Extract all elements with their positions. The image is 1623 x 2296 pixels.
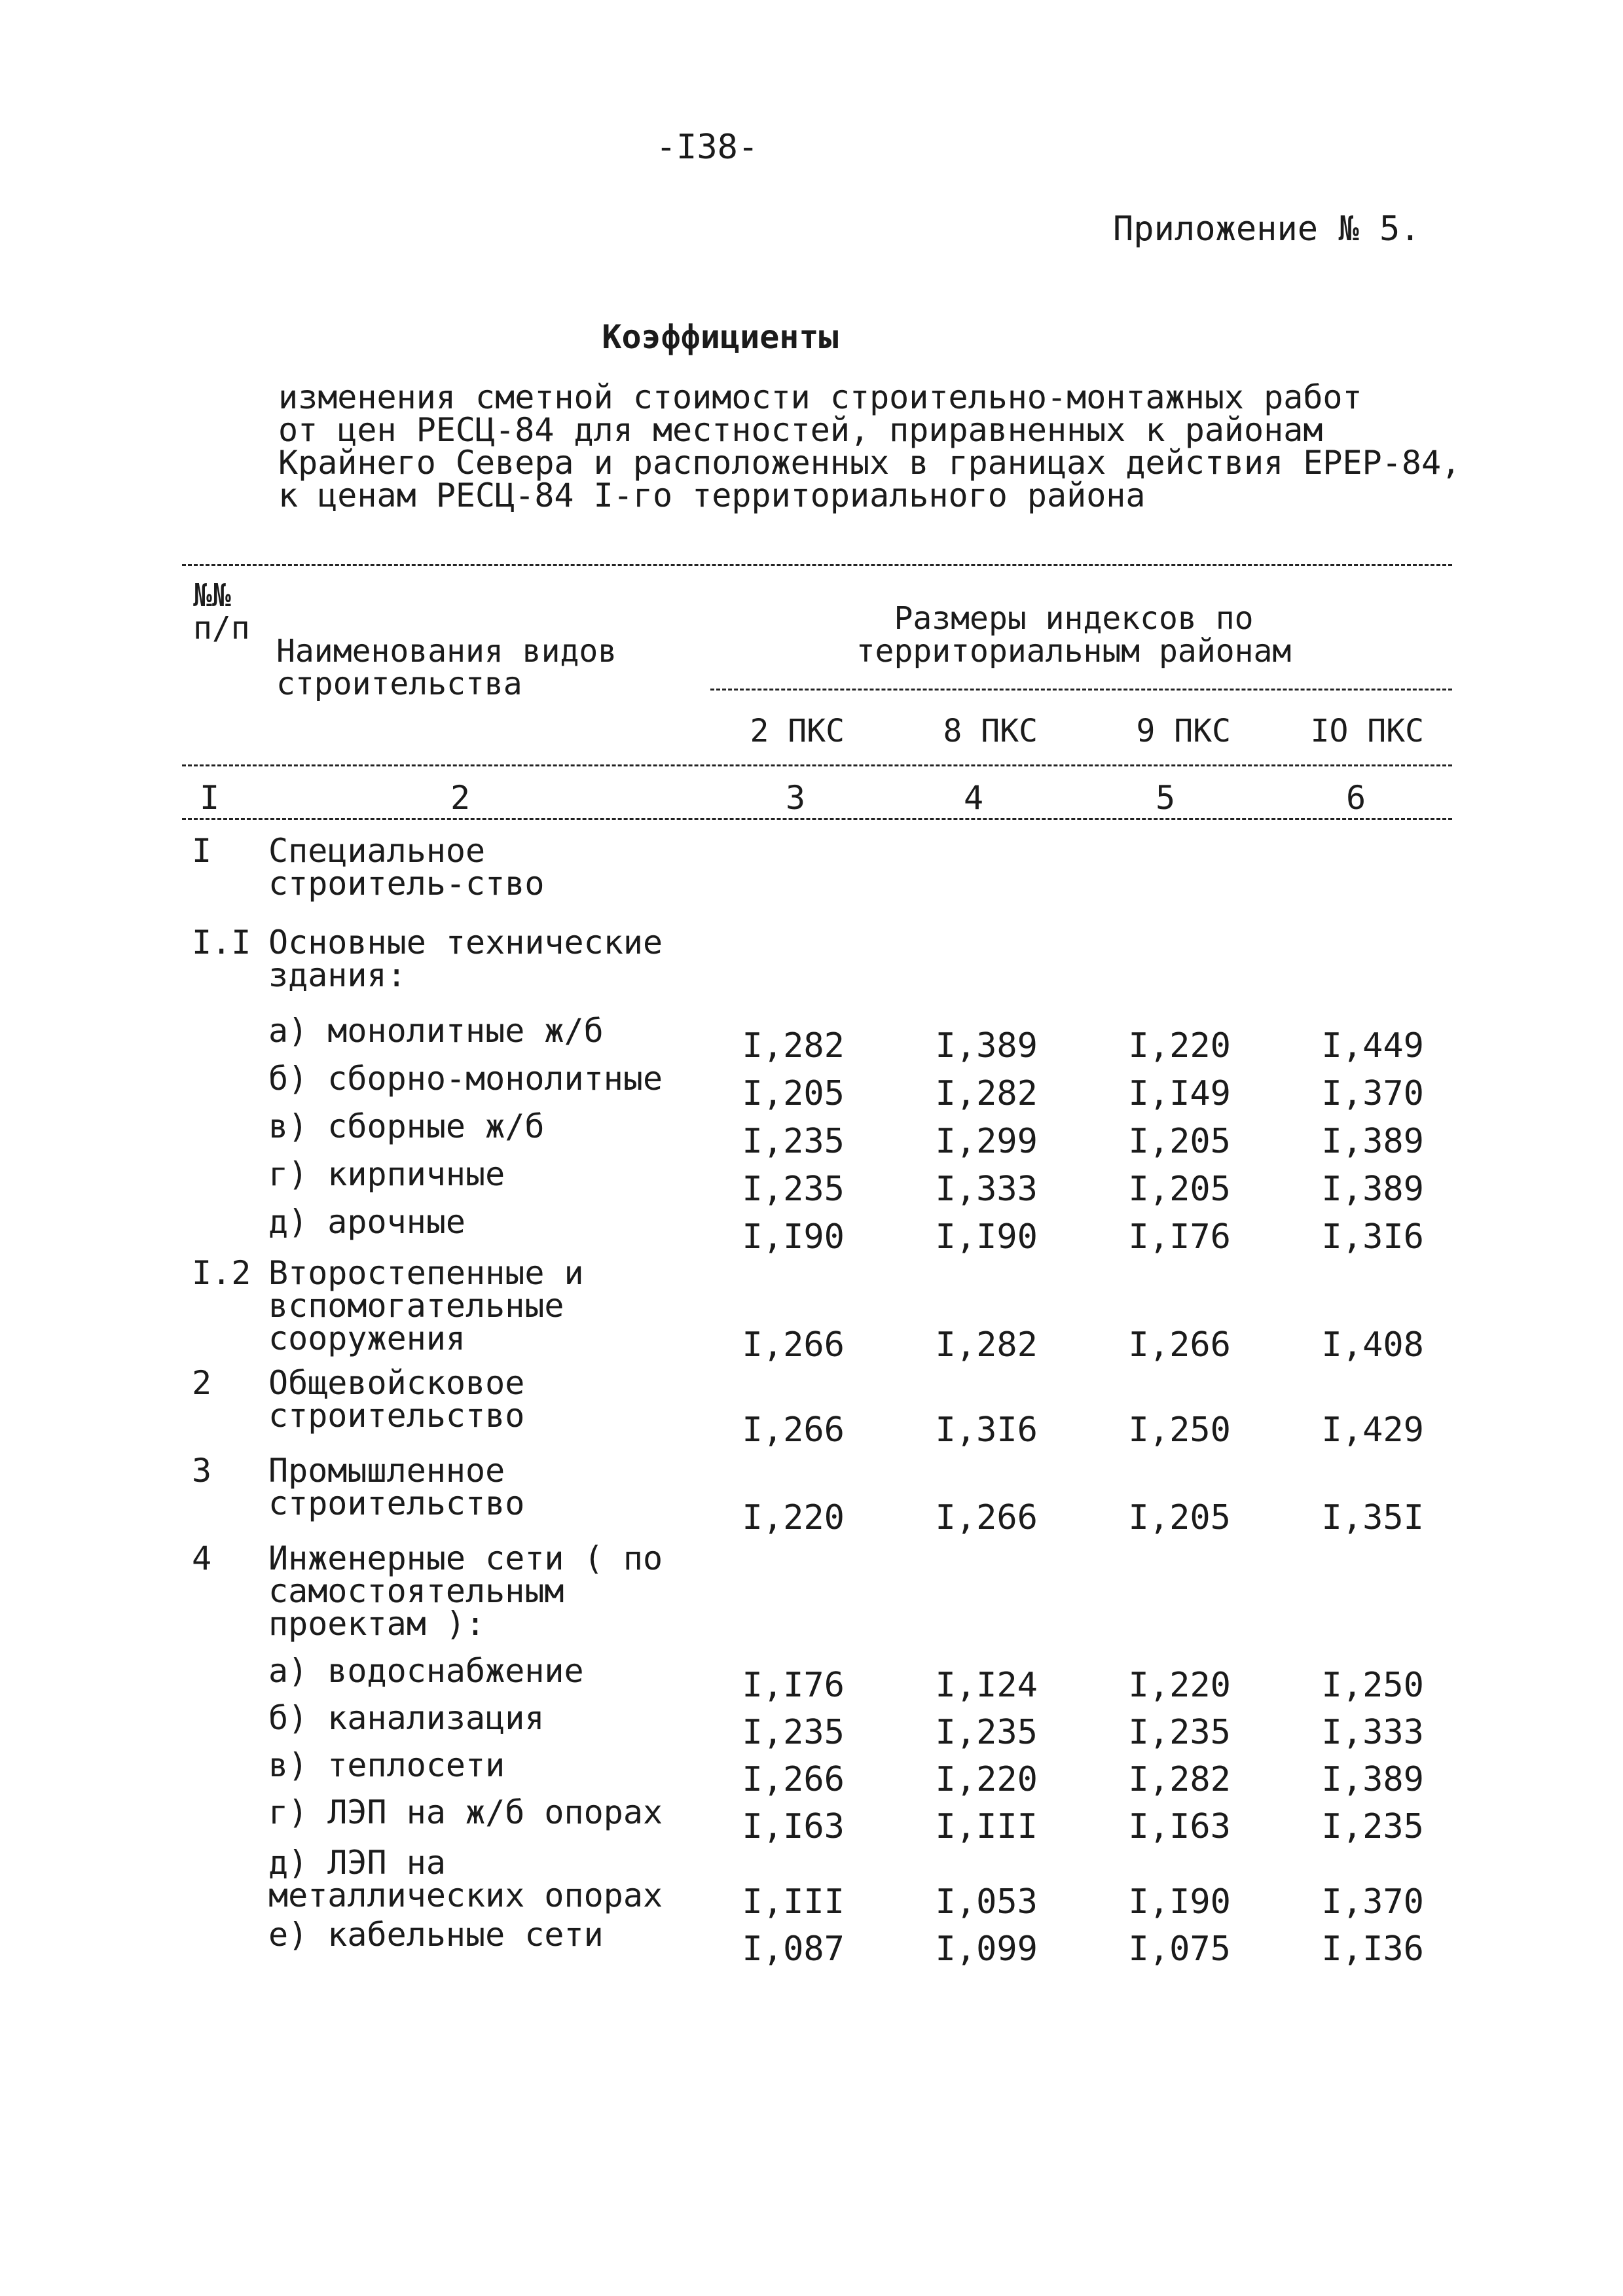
row-value-10pks: I,235 [1321,1807,1424,1846]
row-value-9pks: I,205 [1128,1170,1231,1209]
table-row [0,1699,1623,1752]
row-number: I.2 [192,1254,251,1292]
row-value-2pks: I,I90 [742,1217,845,1257]
row-name: г) ЛЭП на ж/б опорах [268,1793,663,1831]
row-value-2pks: I,266 [742,1325,845,1365]
col-number: 2 [450,779,471,817]
table-row [0,1844,1623,1922]
row-value-2pks: I,I76 [742,1666,845,1705]
document-title: Коэффициенты [602,318,839,356]
row-value-9pks: I,235 [1128,1713,1231,1752]
row-value-9pks: I,250 [1128,1410,1231,1450]
header-col-2pks: 2 ПКС [750,713,845,749]
header-col-8pks: 8 ПКС [943,713,1038,749]
row-value-8pks: I,I24 [935,1666,1038,1705]
row-value-10pks: I,408 [1321,1325,1424,1365]
table-row [0,1155,1623,1209]
row-value-10pks: I,389 [1321,1760,1424,1799]
row-value-10pks: I,333 [1321,1713,1424,1752]
page-number: -I38- [655,128,759,167]
subtitle-line: изменения сметной стоимости строительно-монтажных работ [278,378,1362,416]
row-value-2pks: I,235 [742,1170,845,1209]
row-number: I [192,832,212,870]
row-value-10pks: I,429 [1321,1410,1424,1450]
row-value-8pks: I,053 [935,1882,1038,1922]
subtitle-line: от цен РЕСЦ-84 для местностей, приравненных к районам [278,411,1323,449]
row-value-8pks: I,220 [935,1760,1038,1799]
row-value-9pks: I,I63 [1128,1807,1231,1846]
header-num: №№ п/п [193,577,250,647]
table-row [0,1452,1623,1537]
row-value-2pks: I,I63 [742,1807,845,1846]
row-value-2pks: I,205 [742,1074,845,1113]
row-name: а) монолитные ж/б [268,1012,604,1050]
row-name: е) кабельные сети [268,1916,604,1954]
row-name: Основные технические здания: [268,924,663,994]
row-value-10pks: I,449 [1321,1026,1424,1066]
row-value-2pks: I,220 [742,1498,845,1537]
row-name: Второстепенные и вспомогательные сооружения [268,1254,584,1357]
row-value-10pks: I,370 [1321,1074,1424,1113]
col-number: 3 [786,779,806,817]
row-value-2pks: I,087 [742,1929,845,1969]
row-value-8pks: I,099 [935,1929,1038,1969]
row-number: 2 [192,1364,212,1402]
table-body [0,832,1623,1969]
row-value-8pks: I,299 [935,1122,1038,1161]
row-value-9pks: I,220 [1128,1026,1231,1066]
row-name: а) водоснабжение [268,1652,584,1690]
header-group: Размеры индексов по территориальным районам [856,600,1292,670]
row-value-2pks: I,266 [742,1410,845,1450]
row-name: в) сборные ж/б [268,1107,545,1145]
row-value-8pks: I,282 [935,1325,1038,1365]
table-row [0,1364,1623,1450]
row-value-8pks: I,3I6 [935,1410,1038,1450]
table-row [0,1107,1623,1161]
col-number: I [200,779,220,817]
row-value-8pks: I,389 [935,1026,1038,1066]
row-name: г) кирпичные [268,1155,505,1193]
row-name: б) сборно-монолитные [268,1060,663,1098]
row-value-2pks: I,235 [742,1122,845,1161]
row-value-9pks: I,282 [1128,1760,1231,1799]
col-number: 4 [964,779,984,817]
row-value-8pks: I,I90 [935,1217,1038,1257]
row-name: д) ЛЭП на металлических опорах [268,1844,663,1914]
row-name: Инженерные сети ( по самостоятельным проектам ): [268,1539,663,1643]
row-value-10pks: I,250 [1321,1666,1424,1705]
table-row [0,1916,1623,1969]
row-value-8pks: I,333 [935,1170,1038,1209]
row-value-8pks: I,282 [935,1074,1038,1113]
subtitle-line: Крайнего Севера и расположенных в границах действия ЕРЕР-84, [278,444,1461,482]
table-row [0,926,1623,998]
table-row [0,1203,1623,1257]
table-row [0,1012,1623,1066]
row-value-9pks: I,I49 [1128,1074,1231,1113]
table-row [0,1539,1623,1655]
row-value-10pks: I,370 [1321,1882,1424,1922]
header-col-9pks: 9 ПКС [1136,713,1231,749]
row-number: 3 [192,1452,212,1490]
row-value-9pks: I,205 [1128,1122,1231,1161]
row-value-10pks: I,3I6 [1321,1217,1424,1257]
table-top-rule [182,564,1452,566]
row-value-9pks: I,266 [1128,1325,1231,1365]
document-subtitle [278,378,1461,514]
table-row [0,1652,1623,1705]
table-row [0,1254,1623,1365]
row-name: б) канализация [268,1699,545,1737]
appendix-label: Приложение № 5. [1113,209,1421,249]
row-value-10pks: I,I36 [1321,1929,1424,1969]
row-value-2pks: I,235 [742,1713,845,1752]
table-row [0,1060,1623,1113]
row-name: Промышленное строительство [268,1452,525,1522]
row-value-9pks: I,220 [1128,1666,1231,1705]
column-numbers-rule [182,818,1452,820]
row-name: Специальное строитель-ство [268,832,545,903]
header-bottom-rule [182,764,1452,766]
table-row [0,1793,1623,1846]
row-name: в) теплосети [268,1746,505,1784]
row-value-8pks: I,III [935,1807,1038,1846]
row-value-9pks: I,I76 [1128,1217,1231,1257]
table-row [0,834,1623,906]
row-value-9pks: I,075 [1128,1929,1231,1969]
row-number: I.I [192,924,251,961]
header-name: Наименования видов строительства [276,633,617,702]
row-value-10pks: I,35I [1321,1498,1424,1537]
row-value-9pks: I,I90 [1128,1882,1231,1922]
col-number: 5 [1156,779,1176,817]
row-value-8pks: I,266 [935,1498,1038,1537]
group-header-rule [710,689,1452,691]
row-name: Общевойсковое строительство [268,1364,525,1435]
subtitle-line: к ценам РЕСЦ-84 I-го территориального района [278,476,1146,514]
row-value-10pks: I,389 [1321,1122,1424,1161]
col-number: 6 [1346,779,1366,817]
row-value-2pks: I,282 [742,1026,845,1066]
row-name: д) арочные [268,1203,466,1241]
row-value-2pks: I,266 [742,1760,845,1799]
row-value-8pks: I,235 [935,1713,1038,1752]
row-value-2pks: I,III [742,1882,845,1922]
row-value-9pks: I,205 [1128,1498,1231,1537]
row-number: 4 [192,1539,212,1577]
row-value-10pks: I,389 [1321,1170,1424,1209]
table-row [0,1746,1623,1799]
header-col-10pks: IO ПКС [1310,713,1424,749]
